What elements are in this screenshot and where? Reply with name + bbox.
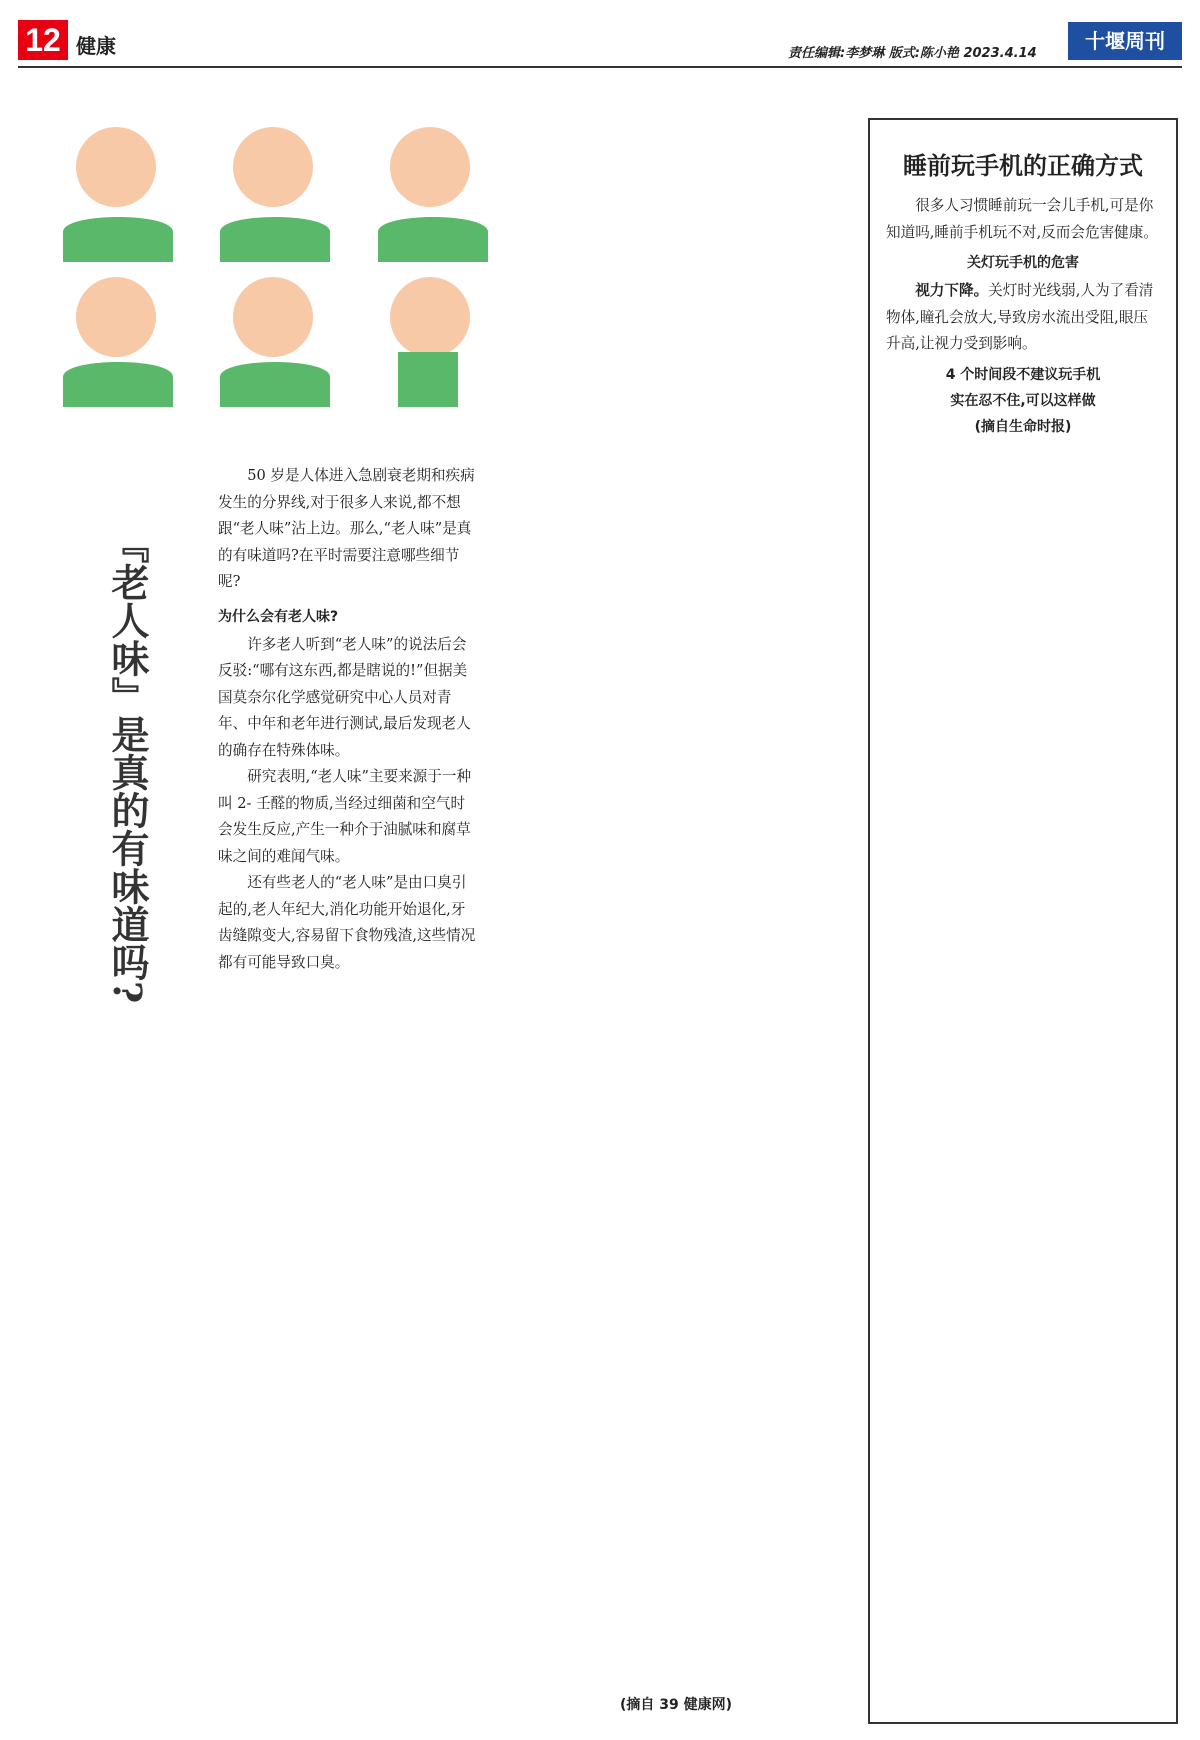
figure-icons [63, 127, 488, 407]
credits: 责任编辑:李梦琳 版式:陈小艳 2023.4.14 [788, 46, 1037, 61]
page-header [18, 20, 1182, 65]
subheading: 为什么会有老人味? [218, 608, 339, 625]
sidebar-box [868, 118, 1178, 1724]
newspaper-logo: 十堰周刊 [1068, 22, 1182, 60]
paragraph: 视力下降。关灯时光线弱,人为了看清物体,瞳孔会放大,导致房水流出受阻,眼压升高,让视力受到影响。 [886, 282, 1154, 352]
subheading: 实在忍不住,可以这样做 [950, 392, 1096, 409]
article-source: (摘自 39 健康网) [619, 1697, 733, 1713]
intro-paragraph: 50 岁是人体进入急剧衰老期和疾病发生的分界线,对于很多人来说,都不想跟“老人味”沾上边。那么,“老人味”是真的有味道吗?在平时需要注意哪些细节呢? [218, 467, 475, 590]
elderly-illustration [38, 112, 508, 412]
sidebar-source: (摘自生命时报) [974, 418, 1072, 435]
sidebar-title: 睡前玩手机的正确方式 [903, 151, 1143, 180]
page-number: 12 [18, 20, 68, 60]
header-rule [18, 66, 1182, 68]
section-name: 健康 [76, 34, 116, 58]
paragraph: 很多人习惯睡前玩一会儿手机,可是你知道吗,睡前手机玩不对,反而会危害健康。 [886, 197, 1158, 241]
paragraph: 研究表明,“老人味”主要来源于一种叫 2- 壬醛的物质,当经过细菌和空气时会发生反应,产生一种介于油腻味和腐草味之间的难闻气味。 [218, 768, 472, 865]
subheading: 4 个时间段不建议玩手机 [945, 366, 1101, 383]
paragraph: 许多老人听到“老人味”的说法后会反驳:“哪有这东西,都是瞎说的!”但据美国莫奈尔化学感觉研究中心人员对青年、中年和老年进行测试,最后发现老人的确存在特殊体味。 [218, 635, 471, 759]
column-3-end [538, 1688, 814, 1714]
article-title: 『老人味』是真的有味道吗? [105, 525, 150, 1004]
paragraph: 还有些老人的“老人味”是由口臭引起的,老人年纪大,消化功能开始退化,牙齿缝隙变大,容易留下食物残渣,这些情况都有可能导致口臭。 [218, 874, 476, 971]
subheading: 关灯玩手机的危害 [967, 255, 1079, 271]
column-1 [218, 463, 476, 976]
